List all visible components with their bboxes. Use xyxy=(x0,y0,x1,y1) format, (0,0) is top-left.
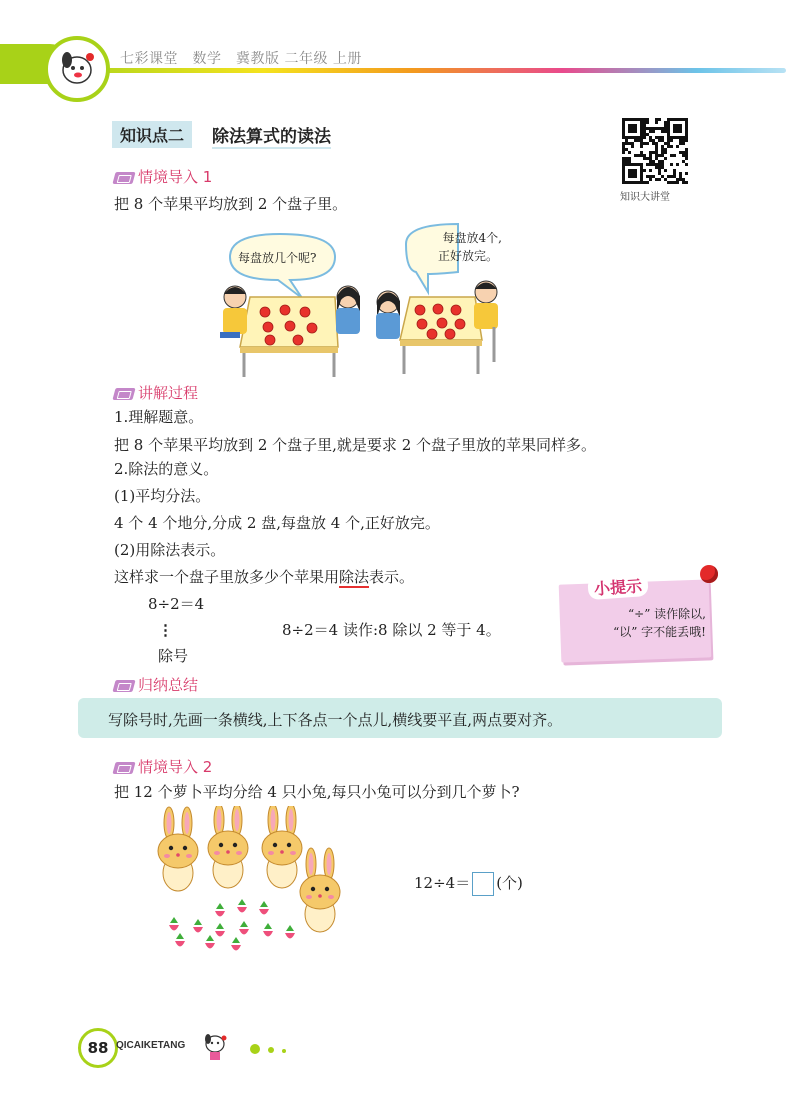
bubble-right-text-1: 每盘放4个, xyxy=(442,231,502,245)
apple-icon xyxy=(265,335,275,345)
explain-line-2: 把 8 个苹果平均放到 2 个盘子里,就是要求 2 个盘子里放的苹果同样多。 xyxy=(114,436,597,454)
division-equation: 8÷2＝4 xyxy=(148,595,205,613)
apple-icon xyxy=(285,321,295,331)
brand-name: QICAIKETANG xyxy=(116,1040,186,1051)
answer-equation-pre: 12÷4＝ xyxy=(414,874,471,892)
answer-unit: (个) xyxy=(496,874,523,892)
footer-dot-medium xyxy=(268,1047,274,1053)
apple-icon xyxy=(433,304,443,314)
apple-icon xyxy=(300,307,310,317)
knowledge-point-tag: 知识点二 xyxy=(112,121,192,148)
radish-icon xyxy=(215,923,225,937)
tip-line-1: “÷” 读作除以, xyxy=(628,607,706,621)
tip-line-2: “以” 字不能丢哦! xyxy=(613,625,706,639)
header-rainbow-bar xyxy=(40,68,786,73)
division-term-underlined: 除法 xyxy=(339,568,370,586)
division-sign-label: 除号 xyxy=(158,647,189,665)
summary-text: 写除号时,先画一条横线,上下各点一个点儿,横线要平直,两点要对齐。 xyxy=(108,711,563,729)
apples-illustration xyxy=(210,222,510,382)
rabbits-illustration xyxy=(142,806,364,954)
radish-icon xyxy=(263,923,273,937)
answer-equation xyxy=(414,872,523,896)
vertical-dots: ⋮ xyxy=(158,621,173,639)
rabbit-icon xyxy=(300,848,340,932)
radish-icon xyxy=(205,935,215,949)
rabbit-icon xyxy=(208,806,248,888)
explain-line-4: (1)平均分法。 xyxy=(114,487,211,505)
explain-line-1: 1.理解题意。 xyxy=(114,408,204,426)
heading-intro-2-label: 情境导入 2 xyxy=(138,758,213,776)
radish-icon xyxy=(239,921,249,935)
explain-line-6: (2)用除法表示。 xyxy=(114,541,226,559)
apple-icon xyxy=(260,307,270,317)
footer-dot-large xyxy=(250,1044,260,1054)
apple-icon xyxy=(307,323,317,333)
apple-icon xyxy=(417,319,427,329)
intro-1-text: 把 8 个苹果平均放到 2 个盘子里。 xyxy=(114,195,348,213)
bubble-left-text: 每盘放几个呢? xyxy=(238,251,317,265)
page-number: 88 xyxy=(78,1028,118,1068)
heading-intro-2 xyxy=(114,756,212,777)
section-title: 除法算式的读法 xyxy=(212,122,331,149)
radish-icon xyxy=(215,903,225,917)
qr-code[interactable] xyxy=(622,118,688,184)
explain-line-7-pre: 这样求一个盘子里放多少个苹果用 xyxy=(114,568,340,586)
apple-icon xyxy=(415,305,425,315)
tip-title: 小提示 xyxy=(587,573,648,600)
division-reading: 8÷2＝4 读作:8 除以 2 等于 4。 xyxy=(282,621,501,639)
radish-icon xyxy=(193,919,203,933)
apple-icon xyxy=(437,318,447,328)
apple-icon xyxy=(451,305,461,315)
bookmark-icon xyxy=(112,172,135,184)
explain-line-7 xyxy=(114,567,414,587)
rabbit-icon xyxy=(262,806,302,888)
apple-icon xyxy=(455,319,465,329)
heading-summary xyxy=(114,674,198,695)
heading-intro-1 xyxy=(114,166,212,187)
mascot-footer-icon xyxy=(198,1030,232,1064)
header-title: 七彩课堂 数学 冀教版 二年级 上册 xyxy=(120,51,362,67)
tip-text xyxy=(572,605,706,641)
rabbit-icon xyxy=(158,807,198,891)
heading-summary-label: 归纳总结 xyxy=(138,676,199,694)
heading-intro-1-label: 情境导入 1 xyxy=(138,168,213,186)
explain-line-5: 4 个 4 个地分,分成 2 盘,每盘放 4 个,正好放完。 xyxy=(114,514,440,532)
apple-icon xyxy=(280,305,290,315)
radish-icon xyxy=(231,937,241,951)
intro-2-text: 把 12 个萝卜平均分给 4 只小兔,每只小兔可以分到几个萝卜? xyxy=(114,783,520,801)
qr-caption: 知识大讲堂 xyxy=(620,192,670,203)
radish-icon xyxy=(285,925,295,939)
bookmark-icon xyxy=(112,680,135,692)
pushpin-icon xyxy=(700,565,718,583)
radish-icon xyxy=(175,933,185,947)
explain-line-7-post: 表示。 xyxy=(369,568,415,586)
radish-icon xyxy=(169,917,179,931)
apple-icon xyxy=(427,329,437,339)
bookmark-icon xyxy=(112,388,135,400)
explain-line-3: 2.除法的意义。 xyxy=(114,460,219,478)
apple-icon xyxy=(263,322,273,332)
radish-icon xyxy=(237,899,247,913)
apple-icon xyxy=(293,335,303,345)
bookmark-icon xyxy=(112,762,135,774)
heading-explain xyxy=(114,382,198,403)
radish-icon xyxy=(259,901,269,915)
bubble-right-text-2: 正好放完。 xyxy=(437,249,498,263)
footer-dot-small xyxy=(282,1049,286,1053)
apple-icon xyxy=(445,329,455,339)
answer-input-box[interactable] xyxy=(472,872,494,896)
mascot-logo xyxy=(44,36,110,102)
heading-explain-label: 讲解过程 xyxy=(138,384,199,402)
